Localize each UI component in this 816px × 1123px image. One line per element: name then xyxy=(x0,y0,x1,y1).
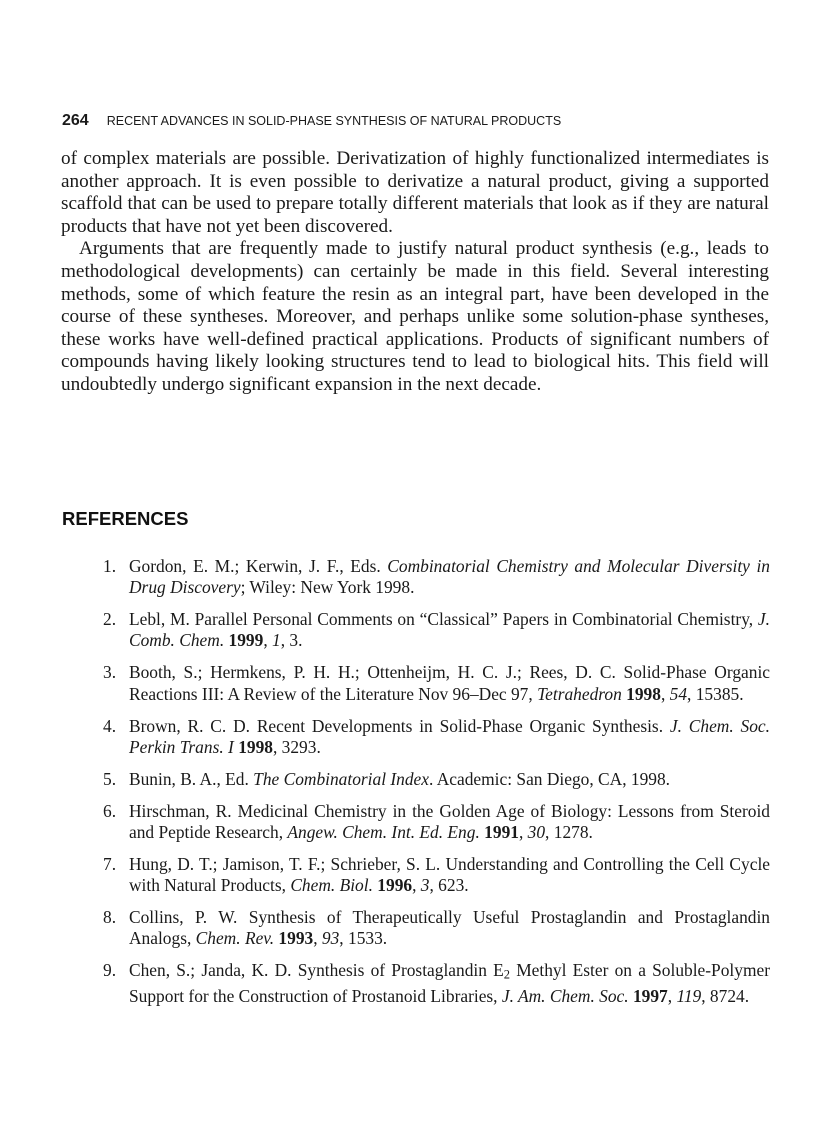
reference-item xyxy=(100,854,770,897)
reference-item xyxy=(100,960,770,1007)
reference-text: Collins, P. W. Synthesis of Therapeutically Useful Prostaglandin and Prostaglandin Analogs, Chem. Rev. 1993, 93, 1533. xyxy=(129,907,770,949)
reference-number: 1. xyxy=(103,556,117,576)
reference-text: Bunin, B. A., Ed. The Combinatorial Index. Academic: San Diego, CA, 1998. xyxy=(129,768,671,789)
reference-item xyxy=(100,769,770,790)
reference-text: Hirschman, R. Medicinal Chemistry in the Golden Age of Biology: Lessons from Steroid and Peptide Research, Angew. Chem. Int. Ed. Eng. 1991, 30, 1278. xyxy=(129,800,770,842)
reference-text: Hung, D. T.; Jamison, T. F.; Schrieber, S. L. Understanding and Controlling the Cell Cycle with Natural Products, Chem. Biol. 1996, 3, 623. xyxy=(129,853,770,896)
reference-number: 6. xyxy=(103,800,117,821)
body-text xyxy=(61,148,769,397)
reference-text: Chen, S.; Janda, K. D. Synthesis of Prostaglandin $E_2$ Methyl Ester on a Soluble-Polymer Support for the Construction of Prostanoid Libraries, J. Am. Chem. Soc. 1997, 119, 8724. xyxy=(129,960,770,1006)
running-title: RECENT ADVANCES IN SOLID-PHASE SYNTHESIS OF NATURAL PRODUCTS xyxy=(106,114,562,128)
reference-list xyxy=(100,556,770,1018)
reference-number: 7. xyxy=(103,853,117,874)
references-heading: REFERENCES xyxy=(62,508,189,529)
reference-item xyxy=(100,609,770,652)
page-number: 264 xyxy=(62,112,89,129)
reference-text: Lebl, M. Parallel Personal Comments on “Classical” Papers in Combinatorial Chemistry, J. Comb. Chem. 1999, 1, 3. xyxy=(129,609,770,651)
paragraph: Arguments that are frequently made to justify natural product synthesis (e.g., leads to methodological developments) can certainly be made in this field. Several interesting methods, some of which feature the resin as an integral part, have been developed in the course of these syntheses. Moreover, and perhaps unlike some solution-phase syntheses, these works have well-defined practical applications. Products of significant numbers of compounds having likely looking structures tend to lead to biological hits. This field will undoubtedly undergo significant expansion in the next decade. xyxy=(61,238,769,395)
reference-item xyxy=(100,801,770,844)
reference-number: 9. xyxy=(103,960,117,981)
reference-number: 5. xyxy=(103,768,117,789)
reference-text: Booth, S.; Hermkens, P. H. H.; Ottenheijm, H. C. J.; Rees, D. C. Solid-Phase Organic Reactions III: A Review of the Literature Nov 96–Dec 97, Tetrahedron 1998, 54, 15385. xyxy=(129,662,770,704)
reference-number: 4. xyxy=(103,715,117,736)
running-header xyxy=(62,112,762,130)
reference-number: 2. xyxy=(103,609,117,630)
paragraph: of complex materials are possible. Derivatization of highly functionalized intermediates is another approach. It is even possible to derivatize a natural product, giving a supported scaffold that can be used to prepare totally different materials that look as if they are natural products that have not yet been discovered. xyxy=(61,148,769,237)
reference-number: 3. xyxy=(103,662,117,683)
reference-item xyxy=(100,556,770,599)
reference-text: Brown, R. C. D. Recent Developments in Solid-Phase Organic Synthesis. J. Chem. Soc. Perkin Trans. I 1998, 3293. xyxy=(129,715,770,757)
reference-number: 8. xyxy=(103,907,117,928)
reference-item xyxy=(100,907,770,950)
reference-text: Gordon, E. M.; Kerwin, J. F., Eds. Combinatorial Chemistry and Molecular Diversity in Drug Discovery; Wiley: New York 1998. xyxy=(129,556,770,598)
reference-item xyxy=(100,716,770,759)
reference-item xyxy=(100,662,770,705)
